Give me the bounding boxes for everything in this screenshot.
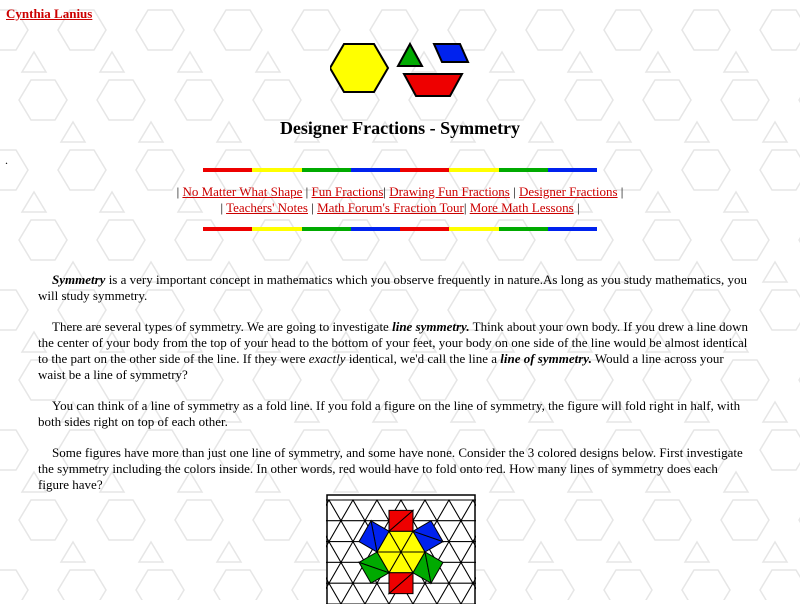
divider-segment: [499, 168, 548, 172]
paragraph-2-text-c: Think about your own body. If you drew a line down the center of your body from the top of your head to the bottom of your feet, your body on one side of the line would be almost identical to the part on the other side of the line. If they were: [38, 319, 748, 366]
nav-designer-fractions[interactable]: Designer Fractions: [518, 184, 618, 199]
paragraph-1-text: is a very important concept in mathematics which you observe frequently in nature.As long as you study mathematics, you will study symmetry.: [38, 272, 747, 303]
divider-segment: [203, 227, 252, 231]
paragraph-1: [38, 272, 750, 304]
paragraph-2-text-g: Would a line across your waist be a line of symmetry?: [38, 351, 724, 382]
paragraph-3: You can think of a line of symmetry as a fold line. If you fold a figure on the line of symmetry, the figure will fold right in half, with both sides right on top of each other.: [38, 398, 741, 429]
divider-segment: [449, 227, 498, 231]
nav-separator: |: [513, 184, 516, 199]
nav-more-math-lessons[interactable]: More Math Lessons: [469, 200, 574, 215]
emphasis-exactly: exactly: [308, 351, 346, 366]
paragraph-2-text-e: identical, we'd call the line a: [345, 351, 501, 366]
divider-segment: [351, 168, 400, 172]
nav-no-matter-what-shape[interactable]: No Matter What Shape: [182, 184, 303, 199]
nav-drawing-fun-fractions[interactable]: Drawing Fun Fractions: [389, 184, 510, 199]
nav-separator: |: [220, 200, 224, 215]
paragraph-2: [38, 319, 750, 383]
stray-mark: .: [5, 153, 8, 167]
divider-segment: [252, 168, 301, 172]
divider-segment: [499, 227, 548, 231]
term-symmetry: Symmetry: [52, 272, 106, 287]
nav-separator: |: [305, 184, 309, 199]
divider-segment: [351, 227, 400, 231]
paragraph-4: Some figures have more than just one line of symmetry, and some have none. Consider the 3 colored designs below. First investigate the symmetry including the colors inside. In other words, red would have to fold onto red. How many lines of symmetry does each figure have?: [38, 445, 743, 492]
author-link[interactable]: Cynthia Lanius: [6, 6, 93, 21]
rainbow-divider-top: [203, 168, 597, 172]
lesson-content: [38, 272, 750, 508]
term-line-of-symmetry: line of symmetry.: [500, 351, 592, 366]
divider-segment: [548, 227, 597, 231]
nav-separator: |: [311, 200, 314, 215]
nav-separator: |: [463, 200, 467, 215]
divider-segment: [449, 168, 498, 172]
divider-segment: [203, 168, 252, 172]
divider-segment: [400, 227, 449, 231]
nav-teachers-notes[interactable]: Teachers' Notes: [226, 200, 308, 215]
nav-row-2: [0, 200, 800, 216]
nav-fun-fractions[interactable]: Fun Fractions: [311, 184, 384, 199]
red-trapezoid-icon: [404, 74, 462, 96]
nav-separator: |: [383, 184, 387, 199]
nav-separator: |: [576, 200, 580, 215]
paragraph-2-text-a: There are several types of symmetry. We are going to investigate: [52, 319, 393, 334]
divider-segment: [302, 227, 351, 231]
divider-segment: [548, 168, 597, 172]
divider-segment: [302, 168, 351, 172]
term-line-symmetry: line symmetry.: [392, 319, 470, 334]
nav-row-1: [0, 184, 800, 200]
blue-rhombus-icon: [434, 44, 468, 62]
nav-separator: |: [176, 184, 180, 199]
nav-math-forum-fraction-tour[interactable]: Math Forum's Fraction Tour: [317, 200, 464, 215]
rainbow-divider-bottom: [203, 227, 597, 231]
nav-separator: |: [620, 184, 624, 199]
page-title: Designer Fractions - Symmetry: [279, 118, 521, 138]
symmetry-pattern-design: [326, 494, 476, 604]
yellow-hexagon-icon: [330, 44, 388, 92]
pattern-blocks-logo: [330, 40, 470, 100]
green-triangle-icon: [398, 44, 422, 66]
divider-segment: [400, 168, 449, 172]
divider-segment: [252, 227, 301, 231]
navigation-links: [0, 184, 800, 216]
